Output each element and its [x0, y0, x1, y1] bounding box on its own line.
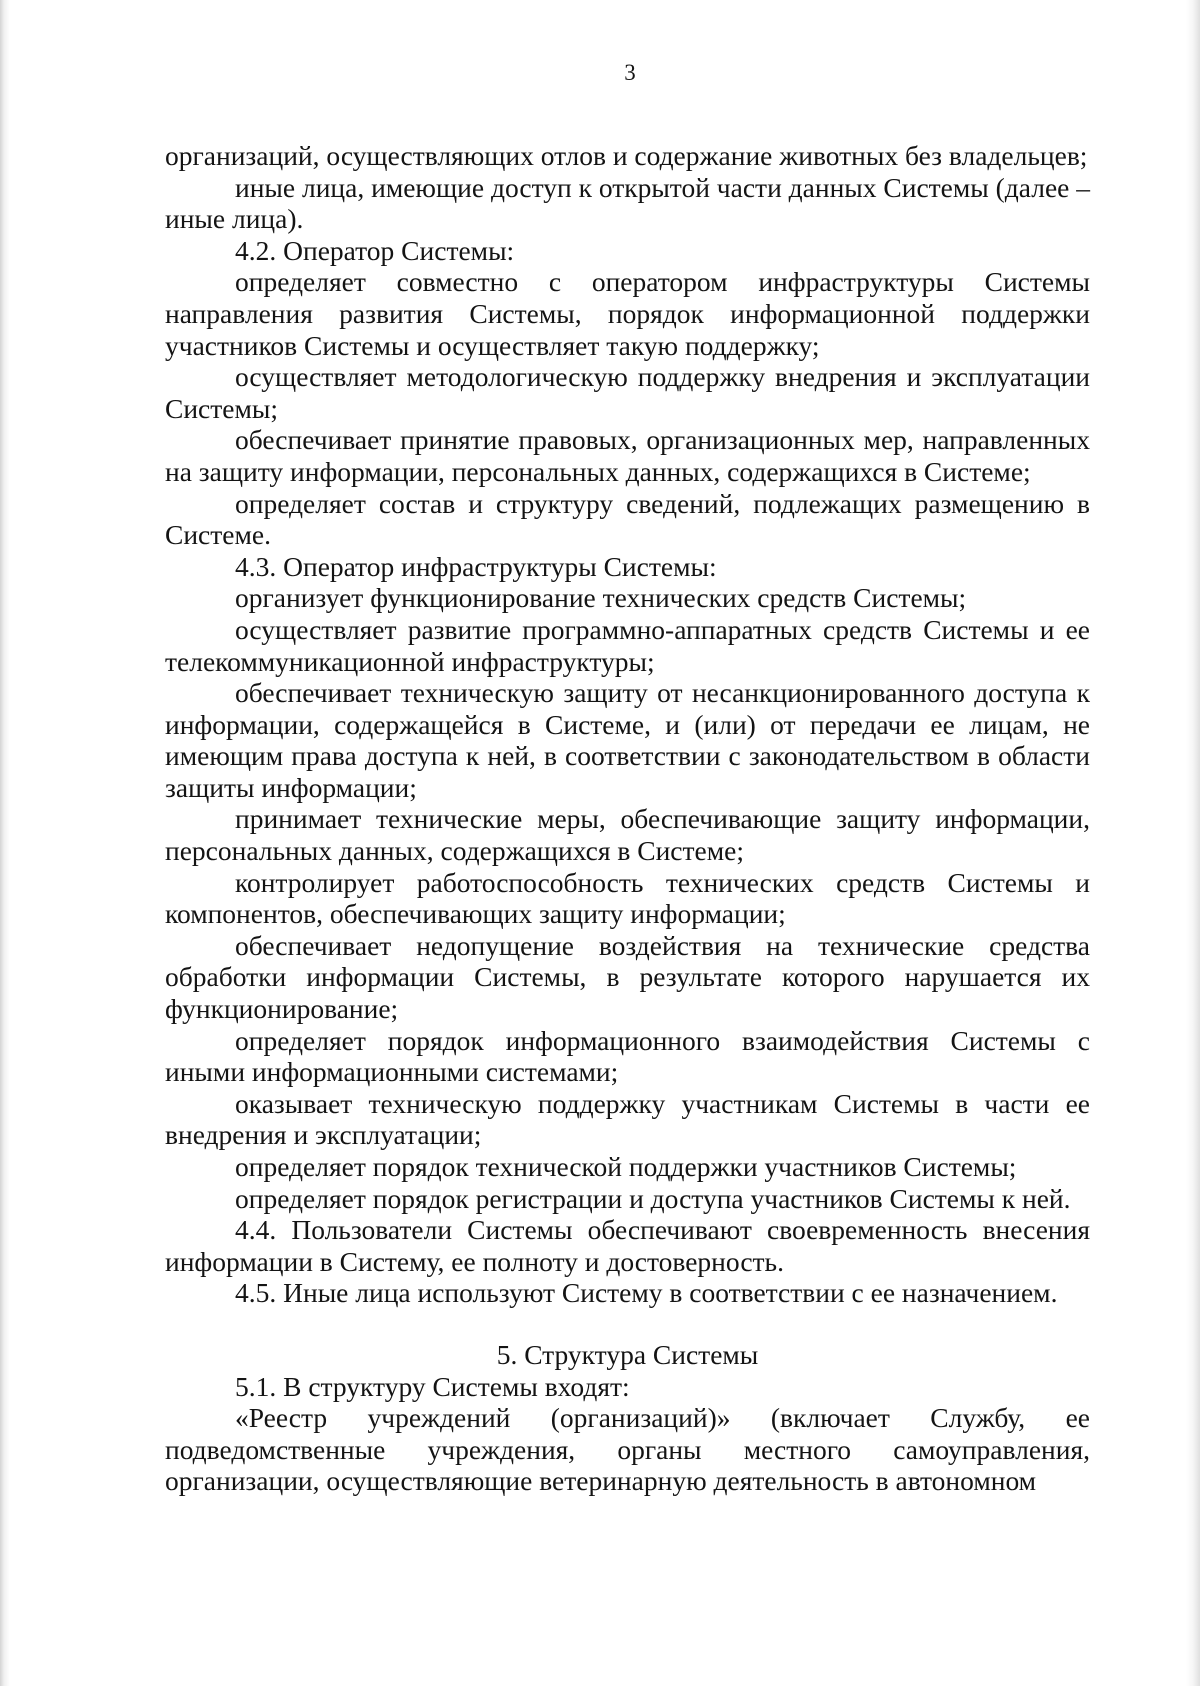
paragraph: организаций, осуществляющих отлов и содержание животных без владельцев; — [165, 140, 1088, 171]
paragraph: определяет порядок информационного взаимодействия Системы с иными информационными системами; — [165, 1024, 1090, 1088]
clause-heading: 5.1. В структуру Системы входят: — [235, 1370, 630, 1402]
paragraph: определяет совместно с оператором инфраструктуры Системы направления развития Системы, порядок информационной поддержки участников Системы и осуществляет такую поддержку; — [165, 266, 1090, 361]
paragraph: определяет порядок регистрации и доступа участников Системы к ней. — [235, 1182, 1071, 1214]
paragraph: определяет состав и структуру сведений, подлежащих размещению в Системе. — [165, 487, 1090, 551]
paragraph: обеспечивает техническую защиту от несанкционированного доступа к информации, содержащейся в Системе, и (или) от передачи ее лицам, не имеющим права доступа к ней, в соответствии с законодательством в области защиты информации; — [165, 677, 1090, 803]
paragraph: оказывает техническую поддержку участникам Системы в части ее внедрения и эксплуатации; — [165, 1087, 1090, 1151]
page-number: 3 — [624, 60, 636, 85]
clause-heading: 4.2. Оператор Системы: — [235, 234, 515, 266]
clause-paragraph: 4.5. Иные лица используют Систему в соответствии с ее назначением. — [235, 1277, 1058, 1309]
scan-edge-left — [0, 0, 10, 1686]
paragraph: обеспечивает принятие правовых, организационных мер, направленных на защиту информации, персональных данных, содержащихся в Системе; — [165, 424, 1090, 487]
paragraph: осуществляет развитие программно-аппаратных средств Системы и ее телекоммуникационной инфраструктуры; — [165, 613, 1090, 677]
paragraph: контролирует работоспособность технических средств Системы и компонентов, обеспечивающих защиту информации; — [165, 866, 1090, 930]
paragraph: иные лица, имеющие доступ к открытой части данных Системы (далее – иные лица). — [165, 171, 1090, 235]
paragraph: организует функционирование технических средств Системы; — [235, 582, 967, 614]
scan-edge-right — [1186, 0, 1200, 1686]
clause-paragraph: 4.4. Пользователи Системы обеспечивают своевременность внесения информации в Систему, ее полноту и достоверность. — [165, 1214, 1090, 1277]
paragraph: осуществляет методологическую поддержку внедрения и эксплуатации Системы; — [165, 361, 1090, 424]
section-title: 5. Структура Системы — [496, 1338, 759, 1370]
paragraph: «Реестр учреждений (организаций)» (включает Службу, ее подведомственные учреждения, органы местного самоуправления, организации, осуществляющие ветеринарную деятельность в автономном — [165, 1402, 1090, 1497]
paragraph: обеспечивает недопущение воздействия на технические средства обработки информации Системы, в результате которого нарушается их функционирование; — [165, 929, 1090, 1025]
document-body — [165, 140, 1090, 1497]
clause-heading: 4.3. Оператор инфраструктуры Системы: — [235, 550, 717, 582]
paragraph: принимает технические меры, обеспечивающие защиту информации, персональных данных, содержащихся в Системе; — [165, 803, 1090, 867]
paragraph: определяет порядок технической поддержки участников Системы; — [235, 1151, 1017, 1182]
